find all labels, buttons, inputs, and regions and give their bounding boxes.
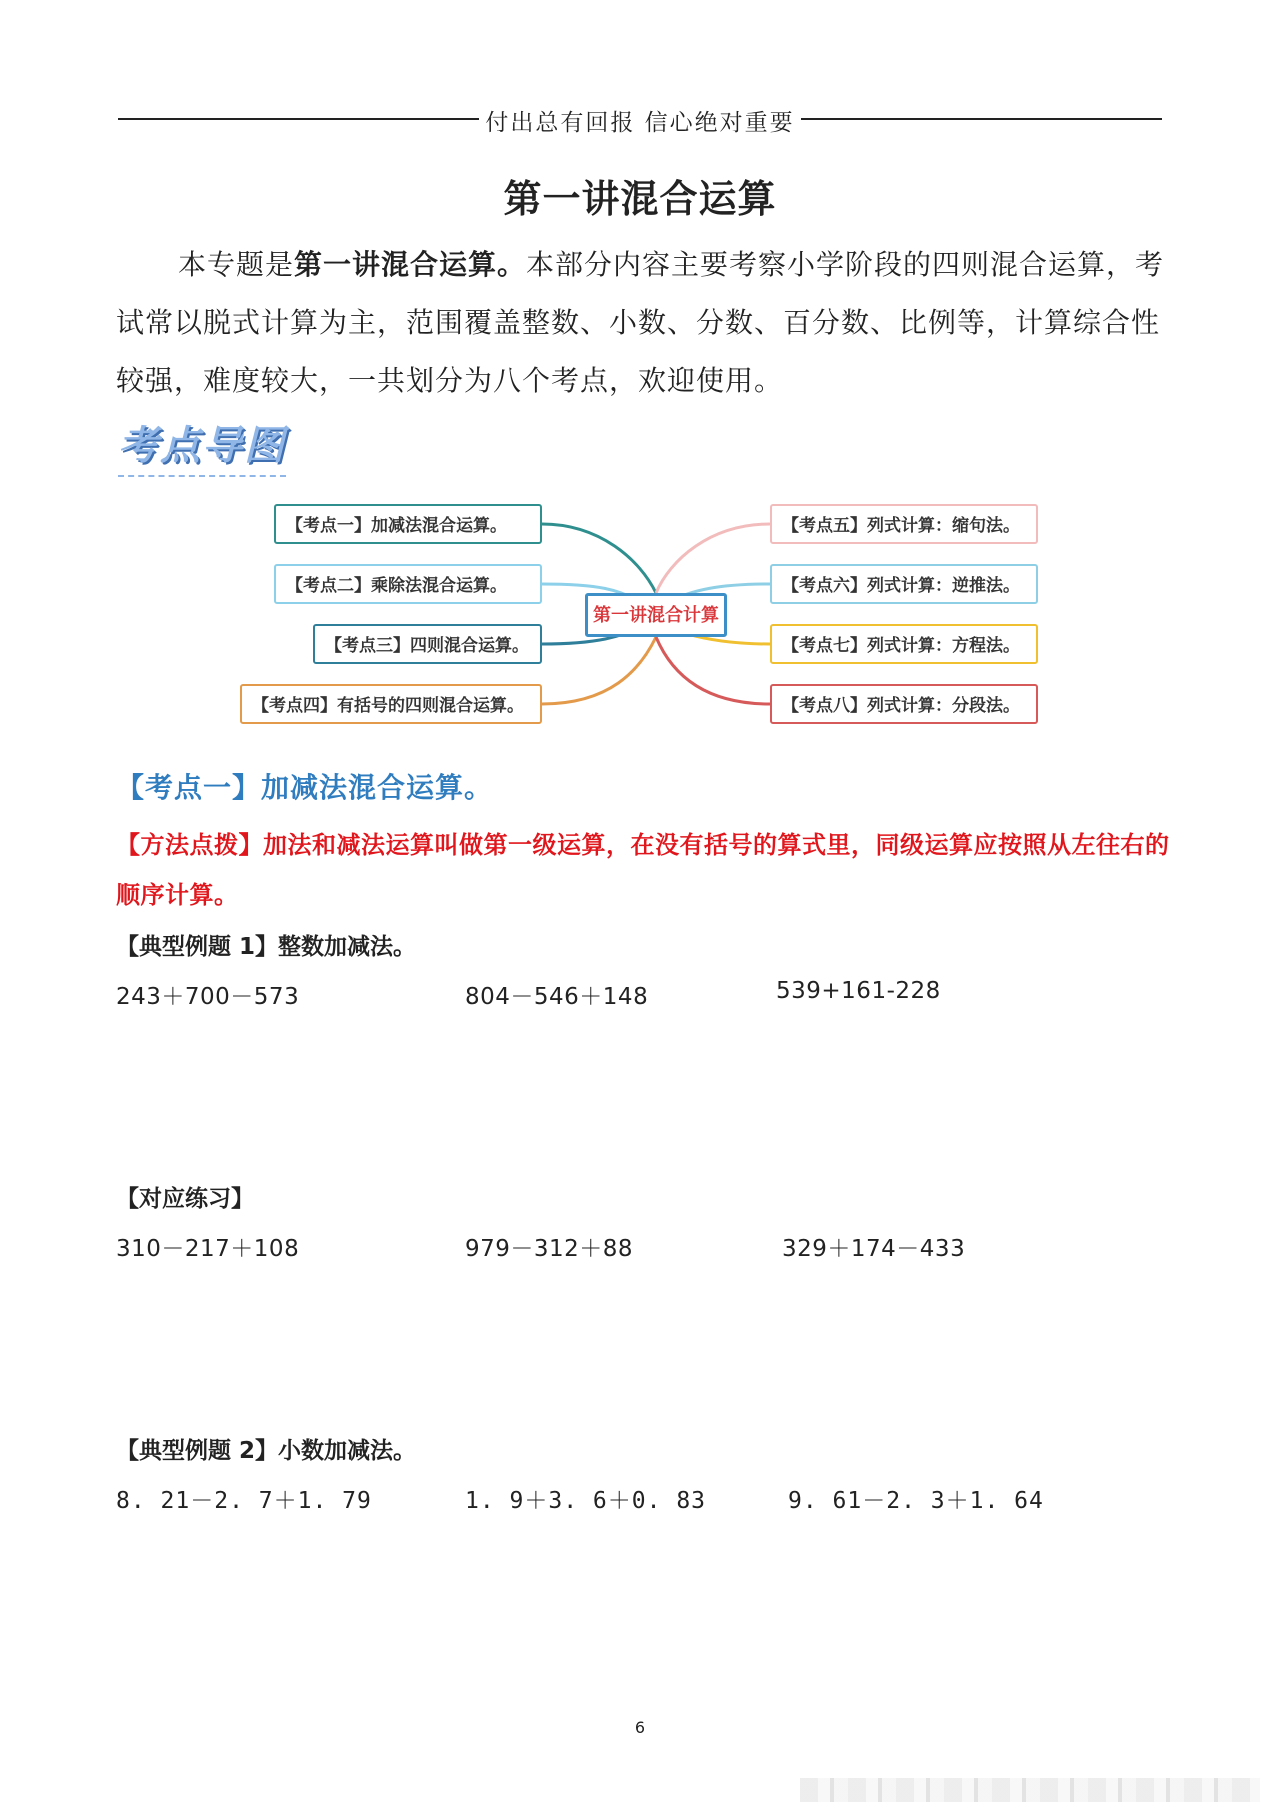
connector-left-1 — [542, 524, 656, 593]
example1-label: 【典型例题 1】整数加减法。 — [116, 934, 417, 960]
intro-paragraph — [116, 236, 1166, 410]
example1-expr-3: 539+161-228 — [776, 978, 941, 1004]
section-title: 【考点一】加减法混合运算。 — [116, 771, 494, 804]
intro-part1: 本专题是 — [178, 248, 295, 281]
practice-expr-2: 979－312＋88 — [465, 1236, 634, 1262]
page-number: 6 — [634, 1718, 646, 1737]
example2-expr-2: 1. 9＋3. 6＋0. 83 — [465, 1488, 707, 1514]
header-motto — [0, 104, 1280, 137]
mind-map-node-left-2: 【考点二】乘除法混合运算。 — [274, 564, 542, 604]
connector-right-1 — [656, 524, 770, 593]
example2-label: 【典型例题 2】小数加减法。 — [116, 1438, 417, 1464]
header-motto-text: 付出总有回报 信心绝对重要 — [479, 110, 800, 136]
mind-map-node-right-3: 【考点七】列式计算：方程法。 — [770, 624, 1038, 664]
footer-watermark-strip — [800, 1778, 1260, 1802]
method-tip: 【方法点拨】加法和减法运算叫做第一级运算，在没有括号的算式里，同级运算应按照从左往右的顺序计算。 — [116, 831, 1170, 909]
practice-label: 【对应练习】 — [116, 1186, 254, 1212]
mind-map-heading: 考点导图 — [118, 414, 286, 477]
practice-expr-1: 310－217＋108 — [116, 1236, 300, 1262]
mind-map-center-node: 第一讲混合计算 — [585, 593, 727, 637]
mind-map-node-left-4: 【考点四】有括号的四则混合运算。 — [240, 684, 542, 724]
example1-expr-2: 804－546＋148 — [465, 984, 649, 1010]
example1-expr-1: 243＋700－573 — [116, 984, 300, 1010]
intro-part2: 本部分内容主要考察小学阶段的四则混合运算，考试常以脱式计算为主，范围覆盖整数、小数、分数、百分数、比例等，计算综合性较强，难度较大，一共划分为八个考点，欢迎使用。 — [116, 248, 1165, 397]
mind-map-node-right-4: 【考点八】列式计算：分段法。 — [770, 684, 1038, 724]
mind-map-node-right-2: 【考点六】列式计算：逆推法。 — [770, 564, 1038, 604]
mind-map-node-left-3: 【考点三】四则混合运算。 — [313, 624, 542, 664]
mind-map-node-left-1: 【考点一】加减法混合运算。 — [274, 504, 542, 544]
example2-expr-1: 8. 21－2. 7＋1. 79 — [116, 1488, 372, 1514]
connector-right-4 — [656, 637, 770, 704]
practice-expr-3: 329＋174－433 — [782, 1236, 966, 1262]
connector-left-4 — [542, 637, 656, 704]
example2-expr-3: 9. 61－2. 3＋1. 64 — [788, 1488, 1044, 1514]
page-title: 第一讲混合运算 — [503, 177, 777, 221]
intro-bold: 第一讲混合运算。 — [294, 248, 527, 281]
mind-map-node-right-1: 【考点五】列式计算：缩句法。 — [770, 504, 1038, 544]
